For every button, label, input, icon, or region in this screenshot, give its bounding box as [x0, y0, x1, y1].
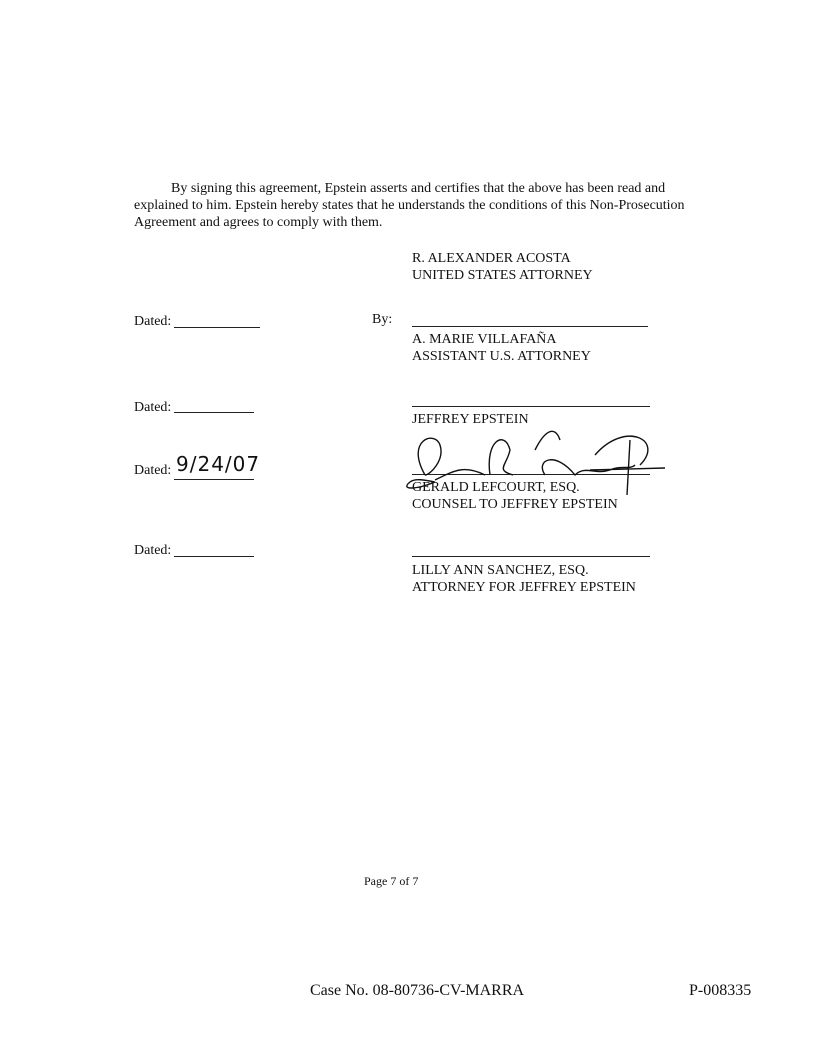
us-attorney-title: UNITED STATES ATTORNEY	[412, 268, 593, 283]
dated-label: Dated:	[134, 463, 172, 478]
signatory-title: ATTORNEY FOR JEFFREY EPSTEIN	[412, 580, 636, 595]
case-number: Case No. 08-80736-CV-MARRA	[310, 982, 525, 999]
handwritten-date: 9/24/07	[176, 452, 261, 476]
dated-label: Dated:	[134, 314, 172, 329]
signatory-title: ASSISTANT U.S. ATTORNEY	[412, 349, 591, 364]
date-line	[174, 479, 254, 480]
signature-line	[412, 406, 650, 407]
us-attorney-name: R. ALEXANDER ACOSTA	[412, 251, 571, 266]
page-number: Page 7 of 7	[364, 874, 419, 888]
dated-label: Dated:	[134, 543, 172, 558]
by-label: By:	[372, 312, 393, 327]
signatory-name: JEFFREY EPSTEIN	[412, 412, 529, 427]
signature-line	[412, 326, 648, 327]
signatory-name: LILLY ANN SANCHEZ, ESQ.	[412, 563, 589, 578]
date-line	[174, 412, 254, 413]
bates-number: P-008335	[689, 982, 752, 999]
signatory-name: GERALD LEFCOURT, ESQ.	[412, 480, 580, 495]
signature-line	[412, 556, 650, 557]
date-line	[174, 327, 260, 328]
certification-paragraph: By signing this agreement, Epstein asserts and certifies that the above has been read and explained to him. Epstein hereby states that he understands the conditions of this Non-Prosecution Agreement and agrees to comply with them.	[134, 181, 685, 230]
dated-label: Dated:	[134, 400, 172, 415]
signatory-title: COUNSEL TO JEFFREY EPSTEIN	[412, 497, 618, 512]
date-line	[174, 556, 254, 557]
signatory-name: A. MARIE VILLAFAÑA	[412, 332, 557, 347]
